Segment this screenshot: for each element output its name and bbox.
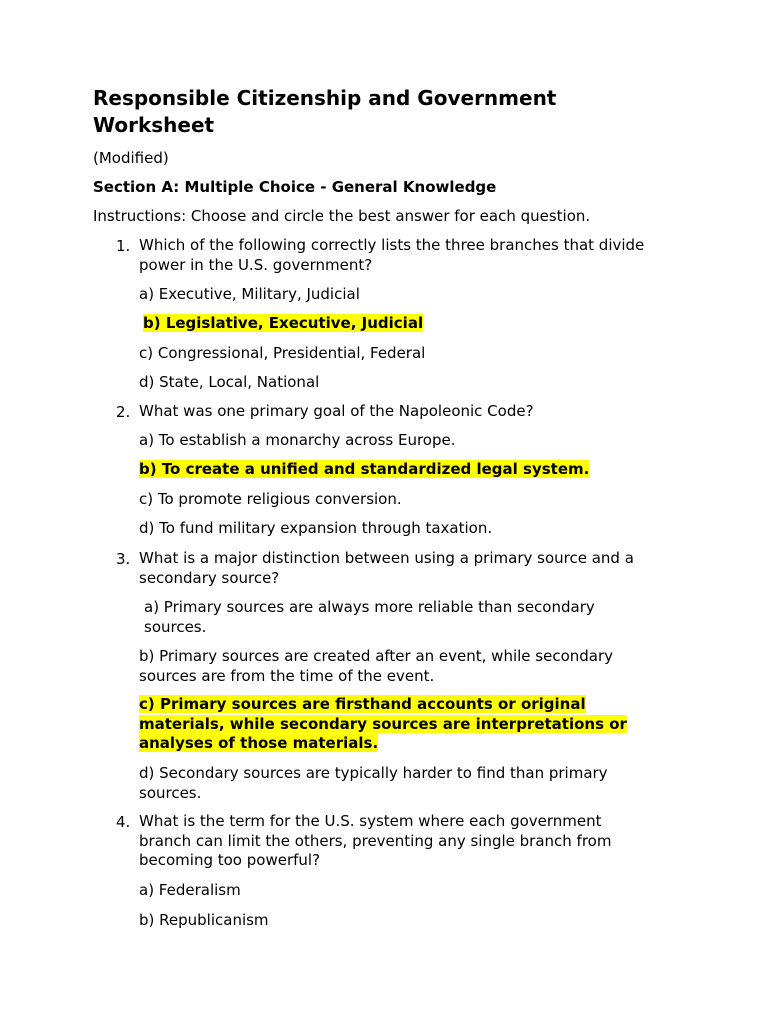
answer-option[interactable]: d) State, Local, National <box>139 373 320 391</box>
answer-option[interactable]: a) To establish a monarchy across Europe. <box>139 431 456 449</box>
modified-note: (Modified) <box>93 149 169 167</box>
answer-option-highlighted[interactable] <box>139 695 654 754</box>
highlight-mark: b) To create a unified and standardized legal system. <box>139 460 590 478</box>
answer-option[interactable]: a) Primary sources are always more reliable than secondary sources. <box>144 598 595 636</box>
question-number: 1. <box>116 237 131 255</box>
question-text: Which of the following correctly lists the three branches that divide power in the U.S. government? <box>139 236 645 274</box>
highlight-mark: c) Primary sources are firsthand accounts or original materials, while secondary sources are interpretations or analyses of those materials. <box>139 695 627 752</box>
question-number: 4. <box>116 813 131 831</box>
answer-option[interactable]: c) To promote religious conversion. <box>139 490 402 508</box>
answer-option[interactable]: a) Executive, Military, Judicial <box>139 285 360 303</box>
question-text: What is the term for the U.S. system where each government branch can limit the others, preventing any single branch from becoming too powerful? <box>139 812 612 869</box>
worksheet-title: Responsible Citizenship and Government Worksheet <box>93 86 557 137</box>
answer-option[interactable]: b) Primary sources are created after an event, while secondary sources are from the time of the event. <box>139 647 614 685</box>
question-number: 2. <box>116 403 131 421</box>
answer-option[interactable]: d) To fund military expansion through taxation. <box>139 519 493 537</box>
answer-option[interactable]: a) Federalism <box>139 881 241 899</box>
question-text: What is a major distinction between using a primary source and a secondary source? <box>139 549 634 587</box>
section-heading: Section A: Multiple Choice - General Knowledge <box>93 178 497 196</box>
answer-option[interactable]: c) Congressional, Presidential, Federal <box>139 344 426 362</box>
answer-option-highlighted[interactable] <box>143 314 423 334</box>
highlight-mark: b) Legislative, Executive, Judicial <box>143 314 424 332</box>
question-text: What was one primary goal of the Napoleonic Code? <box>139 402 534 420</box>
answer-option[interactable]: b) Republicanism <box>139 911 269 929</box>
instructions: Instructions: Choose and circle the best answer for each question. <box>93 207 591 225</box>
answer-option[interactable]: d) Secondary sources are typically harder to find than primary sources. <box>139 764 608 802</box>
question-number: 3. <box>116 550 131 568</box>
answer-option-highlighted[interactable] <box>139 460 589 480</box>
